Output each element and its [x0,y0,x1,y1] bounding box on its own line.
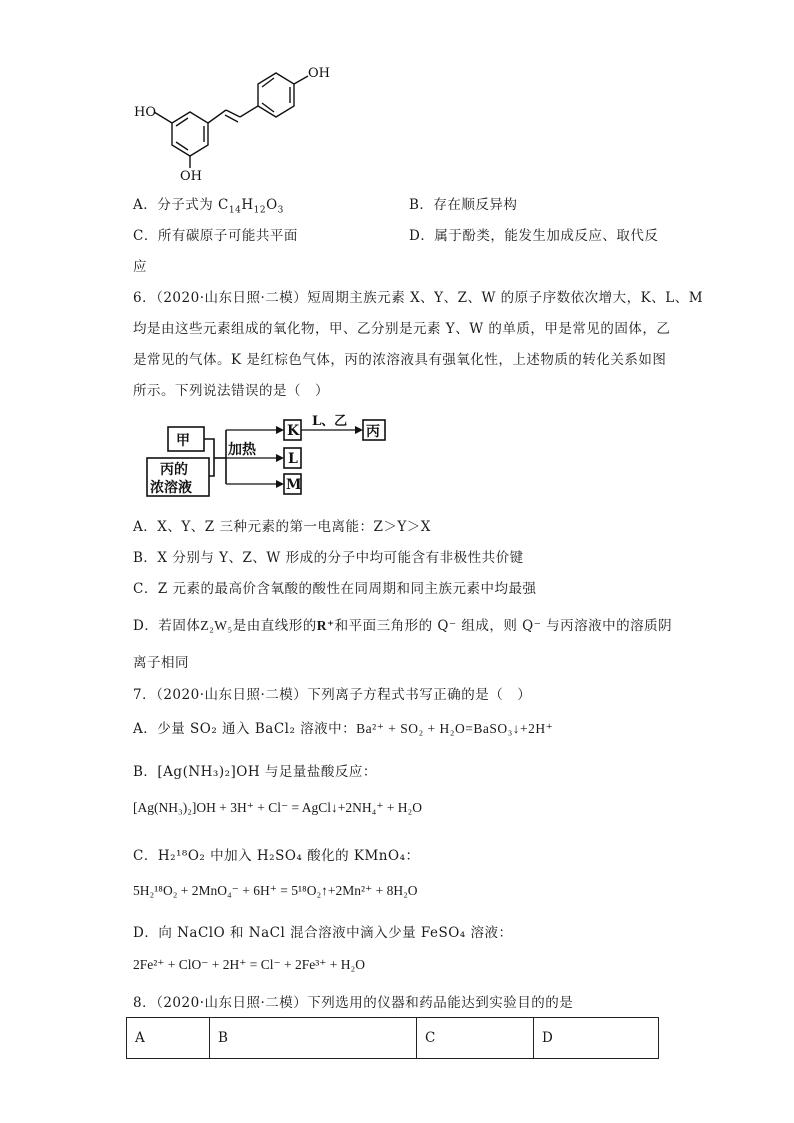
oh-label-top: OH [308,66,330,81]
q8-col-c: C [417,1018,534,1059]
q6-option-c: C．Z 元素的最高价含氧酸的酸性在同周期和同主族元素中均最强 [133,581,537,597]
label-bing-conc-2: 浓溶液 [150,480,192,496]
q5-option-c: C．所有碳原子可能共平面 [133,228,298,244]
q8-options-table [126,1017,659,1059]
q8-col-b: B [210,1018,417,1059]
label-bing-conc-1: 丙的 [160,462,188,478]
label-heat: 加热 [228,442,256,458]
q6-option-b: B．X 分别与 Y、Z、W 形成的分子中均可能含有非极性共价键 [133,550,524,566]
q7-option-d: D．向 NaClO 和 NaCl 混合溶液中滴入少量 FeSO₄ 溶液： [133,925,513,941]
q6-option-a: A．X、Y、Z 三种元素的第一电离能：Z＞Y＞X [133,519,431,535]
q6-formula-z2w5: Z₂W₅ [200,618,233,633]
label-M: M [286,477,302,493]
q5-option-d: D．属于酚类，能发生加成反应、取代反 [409,228,659,244]
label-cond: L、乙 [312,414,348,429]
label-L: L [288,451,298,467]
resveratrol-structure [130,60,340,185]
q8-col-a: A [127,1018,210,1059]
q7-stem: 7．（2020·山东日照·二模）下列离子方程式书写正确的是（ ） [133,687,532,703]
q7-equation-a: Ba²⁺ + SO₂ + H₂O=BaSO₃↓+2H⁺ [356,721,554,736]
q7-equation-d: 2Fe²⁺ + ClO⁻ + 2H⁺ = Cl⁻ + 2Fe³⁺ + H₂O [133,957,366,972]
oh-label-bottom: OH [180,169,202,184]
table-row [127,1018,659,1059]
q6-stem-line1: 6．（2020·山东日照·二模）短周期主族元素 X、Y、Z、W 的原子序数依次增大，K、L、M [133,290,704,306]
q6-ion-r: R⁺ [316,618,335,633]
label-K: K [287,423,300,439]
q8-stem: 8．（2020·山东日照·二模）下列选用的仪器和药品能达到实验目的的是 [133,995,574,1011]
ho-label-left: HO [134,105,156,120]
q7-option-c: C．H₂¹⁸O₂ 中加入 H₂SO₄ 酸化的 KMnO₄： [133,848,420,864]
q7-option-a: A．少量 SO₂ 通入 BaCl₂ 溶液中：Ba²⁺ + SO₂ + H₂O=BaSO₃↓+2H⁺ [133,721,554,737]
q8-col-d: D [534,1018,659,1059]
label-bing: 丙 [366,424,380,440]
q6-conversion-diagram [140,414,390,504]
q6-stem-line2: 均是由这些元素组成的氧化物，甲、乙分别是元素 Y、W 的单质，甲是常见的固体，乙 [133,321,671,337]
q7-equation-c: 5H₂¹⁸O₂ + 2MnO₄⁻ + 6H⁺ = 5¹⁸O₂↑+2Mn²⁺ + 8H₂O [133,883,418,898]
label-jia: 甲 [176,433,190,449]
q6-stem-line3: 是常见的气体。K 是红棕色气体，丙的浓溶液具有强氧化性，上述物质的转化关系如图 [133,352,667,368]
q7-option-b: B．[Ag(NH₃)₂]OH 与足量盐酸反应： [133,764,377,780]
q6-option-d-cont: 离子相同 [133,655,189,671]
q5-option-a: A．分子式为 $C_{14}H_{12}O_3$ [133,197,284,216]
q6-option-d: D．若固体Z₂W₅是由直线形的R⁺和平面三角形的 Q⁻ 组成，则 Q⁻ 与丙溶液中的溶质阴 [133,618,673,634]
q6-stem-line4: 所示。下列说法错误的是（ ） [133,383,329,399]
q7-equation-b: [Ag(NH₃)₂]OH + 3H⁺ + Cl⁻ = AgCl↓+2NH₄⁺ + H₂O [133,800,423,815]
q5-option-d-cont: 应 [133,259,147,275]
q5-option-b: B．存在顺反异构 [409,197,518,213]
